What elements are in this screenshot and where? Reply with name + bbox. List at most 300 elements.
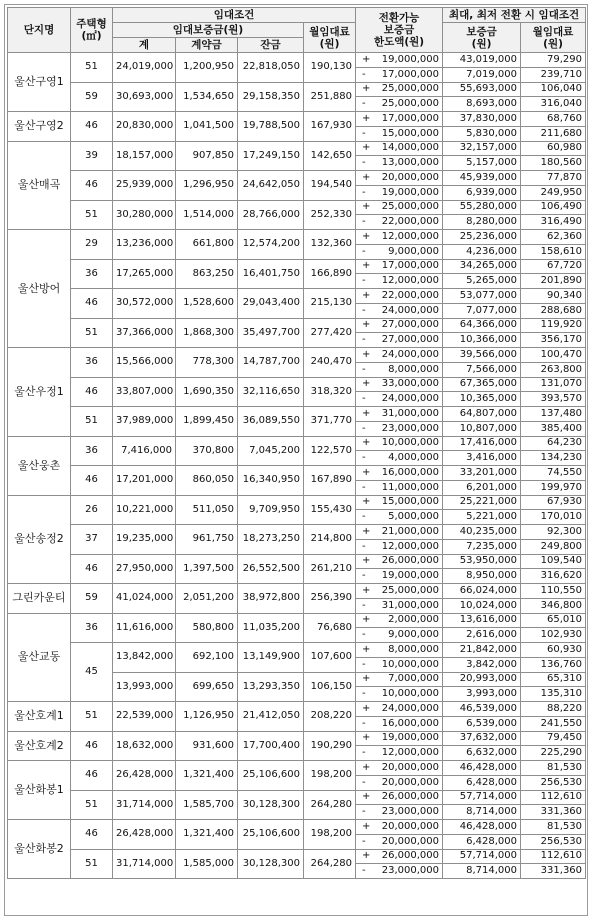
house-size: 46: [71, 112, 113, 142]
deposit-balance: 13,149,900: [238, 643, 304, 673]
complex-name: 울산구영2: [8, 112, 71, 142]
converted-monthly: 239,710: [521, 67, 586, 82]
sign-plus: +: [356, 289, 370, 304]
table-row: [8, 495, 586, 510]
deposit-total: 22,539,000: [113, 702, 176, 732]
table-row: [8, 53, 586, 68]
sign-plus: +: [356, 200, 370, 215]
converted-monthly: 180,560: [521, 156, 586, 171]
converted-monthly: 81,530: [521, 761, 586, 776]
complex-name: 울산매곡: [8, 141, 71, 230]
deposit-total: 10,221,000: [113, 495, 176, 525]
deposit-contract: 1,899,450: [176, 407, 238, 437]
converted-deposit: 5,830,000: [443, 126, 521, 141]
converted-monthly: 112,610: [521, 849, 586, 864]
convertible-limit: 25,000,000: [370, 82, 443, 97]
converted-deposit: 10,366,000: [443, 333, 521, 348]
converted-deposit: 7,077,000: [443, 303, 521, 318]
complex-name: 울산호계1: [8, 702, 71, 732]
header-balance: 잔금: [238, 38, 304, 53]
converted-monthly: 68,760: [521, 112, 586, 127]
deposit-contract: 1,126,950: [176, 702, 238, 732]
converted-monthly: 385,400: [521, 421, 586, 436]
sign-minus: -: [356, 834, 370, 849]
sign-minus: -: [356, 864, 370, 879]
converted-monthly: 256,530: [521, 834, 586, 849]
sign-plus: +: [356, 436, 370, 451]
deposit-balance: 7,045,200: [238, 436, 304, 466]
deposit-contract: 961,750: [176, 525, 238, 555]
converted-deposit: 8,950,000: [443, 569, 521, 584]
converted-monthly: 225,290: [521, 746, 586, 761]
header-total: 계: [113, 38, 176, 53]
complex-name: 울산방어: [8, 230, 71, 348]
monthly-rent: 132,360: [304, 230, 356, 260]
converted-deposit: 37,632,000: [443, 731, 521, 746]
deposit-balance: 32,116,650: [238, 377, 304, 407]
table-row: [8, 230, 586, 245]
deposit-balance: 28,766,000: [238, 200, 304, 230]
deposit-balance: 30,128,300: [238, 790, 304, 820]
house-size: 46: [71, 731, 113, 761]
converted-deposit: 5,265,000: [443, 274, 521, 289]
deposit-total: 26,428,000: [113, 761, 176, 791]
converted-deposit: 64,366,000: [443, 318, 521, 333]
sign-minus: -: [356, 274, 370, 289]
converted-deposit: 7,566,000: [443, 362, 521, 377]
sign-plus: +: [356, 348, 370, 363]
convertible-limit: 9,000,000: [370, 628, 443, 643]
monthly-rent: 215,130: [304, 289, 356, 319]
house-size: 36: [71, 348, 113, 378]
deposit-contract: 699,650: [176, 672, 238, 702]
table-row: [8, 436, 586, 451]
converted-monthly: 346,800: [521, 598, 586, 613]
monthly-rent: 198,200: [304, 820, 356, 850]
sign-minus: -: [356, 716, 370, 731]
convertible-limit: 20,000,000: [370, 834, 443, 849]
converted-deposit: 40,235,000: [443, 525, 521, 540]
deposit-total: 31,714,000: [113, 790, 176, 820]
table-row: [8, 790, 586, 805]
deposit-balance: 24,642,050: [238, 171, 304, 201]
sign-plus: +: [356, 53, 370, 68]
monthly-rent: 166,890: [304, 259, 356, 289]
sign-plus: +: [356, 554, 370, 569]
deposit-total: 13,993,000: [113, 672, 176, 702]
sign-plus: +: [356, 466, 370, 481]
header-contract: 계약금: [176, 38, 238, 53]
deposit-balance: 16,340,950: [238, 466, 304, 496]
house-size: 26: [71, 495, 113, 525]
complex-name: 그린카운티: [8, 584, 71, 614]
sign-plus: +: [356, 584, 370, 599]
table-row: [8, 200, 586, 215]
convertible-limit: 19,000,000: [370, 185, 443, 200]
table-header: [8, 8, 586, 53]
house-size: 51: [71, 53, 113, 83]
converted-monthly: 288,680: [521, 303, 586, 318]
converted-monthly: 112,610: [521, 790, 586, 805]
convertible-limit: 10,000,000: [370, 687, 443, 702]
converted-monthly: 331,360: [521, 864, 586, 879]
converted-deposit: 34,265,000: [443, 259, 521, 274]
monthly-rent: 107,600: [304, 643, 356, 673]
convertible-limit: 20,000,000: [370, 761, 443, 776]
convertible-limit: 24,000,000: [370, 702, 443, 717]
convertible-limit: 12,000,000: [370, 274, 443, 289]
house-size: 51: [71, 407, 113, 437]
monthly-rent: 208,220: [304, 702, 356, 732]
sign-minus: -: [356, 480, 370, 495]
sign-minus: -: [356, 451, 370, 466]
deposit-balance: 9,709,950: [238, 495, 304, 525]
deposit-total: 26,428,000: [113, 820, 176, 850]
convertible-limit: 14,000,000: [370, 141, 443, 156]
deposit-total: 33,807,000: [113, 377, 176, 407]
converted-monthly: 74,550: [521, 466, 586, 481]
converted-monthly: 119,920: [521, 318, 586, 333]
complex-name: 울산송정2: [8, 495, 71, 584]
deposit-contract: 1,585,700: [176, 790, 238, 820]
deposit-total: 13,842,000: [113, 643, 176, 673]
table-row: [8, 613, 586, 628]
convertible-limit: 25,000,000: [370, 97, 443, 112]
house-size: 46: [71, 466, 113, 496]
house-size: 51: [71, 318, 113, 348]
converted-monthly: 109,540: [521, 554, 586, 569]
converted-deposit: 4,236,000: [443, 244, 521, 259]
convertible-limit: 31,000,000: [370, 598, 443, 613]
converted-monthly: 60,980: [521, 141, 586, 156]
sign-minus: -: [356, 569, 370, 584]
deposit-contract: 511,050: [176, 495, 238, 525]
sign-plus: +: [356, 731, 370, 746]
convertible-limit: 24,000,000: [370, 348, 443, 363]
header-deposit: 임대보증금(원): [113, 23, 304, 38]
rent-conditions-table: [7, 7, 586, 879]
sign-minus: -: [356, 126, 370, 141]
convertible-limit: 10,000,000: [370, 657, 443, 672]
deposit-contract: 1,534,650: [176, 82, 238, 112]
sign-plus: +: [356, 259, 370, 274]
sign-plus: +: [356, 141, 370, 156]
converted-deposit: 53,950,000: [443, 554, 521, 569]
converted-monthly: 131,070: [521, 377, 586, 392]
sign-minus: -: [356, 775, 370, 790]
convertible-limit: 12,000,000: [370, 230, 443, 245]
deposit-total: 31,714,000: [113, 849, 176, 879]
deposit-total: 30,280,000: [113, 200, 176, 230]
convertible-limit: 26,000,000: [370, 849, 443, 864]
converted-deposit: 10,807,000: [443, 421, 521, 436]
monthly-rent: 251,880: [304, 82, 356, 112]
converted-monthly: 199,970: [521, 480, 586, 495]
convertible-limit: 9,000,000: [370, 244, 443, 259]
converted-monthly: 102,930: [521, 628, 586, 643]
deposit-balance: 18,273,250: [238, 525, 304, 555]
converted-monthly: 356,170: [521, 333, 586, 348]
deposit-total: 41,024,000: [113, 584, 176, 614]
converted-monthly: 201,890: [521, 274, 586, 289]
deposit-total: 37,366,000: [113, 318, 176, 348]
convertible-limit: 13,000,000: [370, 156, 443, 171]
deposit-contract: 1,868,300: [176, 318, 238, 348]
table-row: [8, 289, 586, 304]
table-row: [8, 318, 586, 333]
convertible-limit: 22,000,000: [370, 289, 443, 304]
deposit-balance: 29,158,350: [238, 82, 304, 112]
convertible-limit: 19,000,000: [370, 53, 443, 68]
house-size: 46: [71, 554, 113, 584]
header-monthly-rent: 월임대료 (원): [304, 23, 356, 53]
converted-deposit: 10,024,000: [443, 598, 521, 613]
deposit-balance: 35,497,700: [238, 318, 304, 348]
convertible-limit: 31,000,000: [370, 407, 443, 422]
converted-deposit: 32,157,000: [443, 141, 521, 156]
complex-name: 울산우정1: [8, 348, 71, 437]
converted-deposit: 6,428,000: [443, 834, 521, 849]
converted-deposit: 57,714,000: [443, 790, 521, 805]
sign-minus: -: [356, 598, 370, 613]
header-convertible-limit: 전환가능 보증금 한도액(원): [356, 8, 443, 53]
converted-monthly: 100,470: [521, 348, 586, 363]
deposit-balance: 19,788,500: [238, 112, 304, 142]
converted-deposit: 57,714,000: [443, 849, 521, 864]
converted-monthly: 110,550: [521, 584, 586, 599]
sign-plus: +: [356, 761, 370, 776]
converted-deposit: 25,221,000: [443, 495, 521, 510]
table-row: [8, 731, 586, 746]
table-row: [8, 141, 586, 156]
table-row: [8, 820, 586, 835]
deposit-total: 37,989,000: [113, 407, 176, 437]
table-row: [8, 702, 586, 717]
deposit-balance: 17,700,400: [238, 731, 304, 761]
monthly-rent: 264,280: [304, 790, 356, 820]
convertible-limit: 22,000,000: [370, 215, 443, 230]
deposit-balance: 13,293,350: [238, 672, 304, 702]
converted-deposit: 46,428,000: [443, 761, 521, 776]
deposit-contract: 370,800: [176, 436, 238, 466]
deposit-contract: 1,321,400: [176, 820, 238, 850]
sign-minus: -: [356, 746, 370, 761]
converted-monthly: 81,530: [521, 820, 586, 835]
converted-monthly: 67,720: [521, 259, 586, 274]
converted-deposit: 10,365,000: [443, 392, 521, 407]
monthly-rent: 76,680: [304, 613, 356, 643]
deposit-contract: 1,041,500: [176, 112, 238, 142]
table-row: [8, 82, 586, 97]
deposit-total: 17,265,000: [113, 259, 176, 289]
sign-plus: +: [356, 377, 370, 392]
convertible-limit: 23,000,000: [370, 864, 443, 879]
deposit-total: 24,019,000: [113, 53, 176, 83]
converted-deposit: 3,842,000: [443, 657, 521, 672]
convertible-limit: 19,000,000: [370, 569, 443, 584]
convertible-limit: 25,000,000: [370, 584, 443, 599]
deposit-contract: 907,850: [176, 141, 238, 171]
convertible-limit: 21,000,000: [370, 525, 443, 540]
deposit-balance: 38,972,800: [238, 584, 304, 614]
converted-monthly: 256,530: [521, 775, 586, 790]
converted-deposit: 43,019,000: [443, 53, 521, 68]
converted-deposit: 45,939,000: [443, 171, 521, 186]
convertible-limit: 27,000,000: [370, 318, 443, 333]
convertible-limit: 27,000,000: [370, 333, 443, 348]
converted-monthly: 106,490: [521, 200, 586, 215]
converted-monthly: 136,760: [521, 657, 586, 672]
convertible-limit: 25,000,000: [370, 200, 443, 215]
deposit-total: 18,632,000: [113, 731, 176, 761]
converted-deposit: 3,416,000: [443, 451, 521, 466]
table-row: [8, 407, 586, 422]
sign-minus: -: [356, 805, 370, 820]
convertible-limit: 24,000,000: [370, 392, 443, 407]
sign-minus: -: [356, 215, 370, 230]
table-body: [8, 53, 586, 879]
monthly-rent: 240,470: [304, 348, 356, 378]
deposit-contract: 661,800: [176, 230, 238, 260]
sign-plus: +: [356, 790, 370, 805]
converted-monthly: 393,570: [521, 392, 586, 407]
converted-monthly: 90,340: [521, 289, 586, 304]
sign-plus: +: [356, 820, 370, 835]
sign-plus: +: [356, 702, 370, 717]
monthly-rent: 214,800: [304, 525, 356, 555]
sign-plus: +: [356, 613, 370, 628]
header-complex: 단지명: [8, 8, 71, 53]
sign-minus: -: [356, 333, 370, 348]
house-size: 51: [71, 200, 113, 230]
deposit-balance: 12,574,200: [238, 230, 304, 260]
deposit-contract: 692,100: [176, 643, 238, 673]
converted-monthly: 92,300: [521, 525, 586, 540]
deposit-total: 25,939,000: [113, 171, 176, 201]
table-row: [8, 849, 586, 864]
converted-deposit: 33,201,000: [443, 466, 521, 481]
header-house-type: 주택형 (㎡): [71, 8, 113, 53]
convertible-limit: 4,000,000: [370, 451, 443, 466]
deposit-contract: 580,800: [176, 613, 238, 643]
converted-monthly: 62,360: [521, 230, 586, 245]
convertible-limit: 17,000,000: [370, 112, 443, 127]
sign-minus: -: [356, 97, 370, 112]
converted-deposit: 6,428,000: [443, 775, 521, 790]
deposit-balance: 22,818,050: [238, 53, 304, 83]
converted-deposit: 39,566,000: [443, 348, 521, 363]
sign-minus: -: [356, 244, 370, 259]
deposit-balance: 11,035,200: [238, 613, 304, 643]
converted-deposit: 6,632,000: [443, 746, 521, 761]
sign-plus: +: [356, 82, 370, 97]
deposit-total: 20,830,000: [113, 112, 176, 142]
deposit-contract: 1,690,350: [176, 377, 238, 407]
converted-monthly: 249,800: [521, 539, 586, 554]
deposit-total: 15,566,000: [113, 348, 176, 378]
convertible-limit: 15,000,000: [370, 495, 443, 510]
complex-name: 울산호계2: [8, 731, 71, 761]
deposit-contract: 1,514,000: [176, 200, 238, 230]
monthly-rent: 155,430: [304, 495, 356, 525]
sign-minus: -: [356, 657, 370, 672]
sign-minus: -: [356, 687, 370, 702]
deposit-contract: 1,321,400: [176, 761, 238, 791]
monthly-rent: 371,770: [304, 407, 356, 437]
convertible-limit: 8,000,000: [370, 362, 443, 377]
sign-minus: -: [356, 510, 370, 525]
complex-name: 울산웅촌: [8, 436, 71, 495]
converted-deposit: 46,539,000: [443, 702, 521, 717]
convertible-limit: 10,000,000: [370, 436, 443, 451]
sign-minus: -: [356, 539, 370, 554]
converted-monthly: 67,930: [521, 495, 586, 510]
deposit-total: 11,616,000: [113, 613, 176, 643]
house-size: 45: [71, 643, 113, 702]
converted-deposit: 13,616,000: [443, 613, 521, 628]
monthly-rent: 167,930: [304, 112, 356, 142]
sign-plus: +: [356, 643, 370, 658]
house-size: 29: [71, 230, 113, 260]
table-row: [8, 643, 586, 658]
monthly-rent: 277,420: [304, 318, 356, 348]
converted-deposit: 8,714,000: [443, 805, 521, 820]
sign-minus: -: [356, 67, 370, 82]
header-conv-deposit: 보증금 (원): [443, 23, 521, 53]
monthly-rent: 264,280: [304, 849, 356, 879]
monthly-rent: 142,650: [304, 141, 356, 171]
house-size: 46: [71, 377, 113, 407]
table-row: [8, 377, 586, 392]
converted-monthly: 135,310: [521, 687, 586, 702]
deposit-balance: 14,787,700: [238, 348, 304, 378]
house-size: 46: [71, 171, 113, 201]
deposit-balance: 30,128,300: [238, 849, 304, 879]
house-size: 46: [71, 761, 113, 791]
deposit-contract: 1,296,950: [176, 171, 238, 201]
convertible-limit: 16,000,000: [370, 466, 443, 481]
deposit-total: 7,416,000: [113, 436, 176, 466]
convertible-limit: 20,000,000: [370, 775, 443, 790]
deposit-balance: 25,106,600: [238, 761, 304, 791]
sign-plus: +: [356, 495, 370, 510]
house-size: 51: [71, 790, 113, 820]
converted-monthly: 249,950: [521, 185, 586, 200]
monthly-rent: 190,290: [304, 731, 356, 761]
converted-monthly: 241,550: [521, 716, 586, 731]
table-row: [8, 554, 586, 569]
converted-monthly: 88,220: [521, 702, 586, 717]
converted-monthly: 65,310: [521, 672, 586, 687]
converted-deposit: 8,280,000: [443, 215, 521, 230]
house-size: 36: [71, 613, 113, 643]
converted-deposit: 6,539,000: [443, 716, 521, 731]
convertible-limit: 8,000,000: [370, 643, 443, 658]
sign-minus: -: [356, 303, 370, 318]
converted-deposit: 20,993,000: [443, 672, 521, 687]
converted-monthly: 331,360: [521, 805, 586, 820]
deposit-balance: 17,249,150: [238, 141, 304, 171]
table-row: [8, 112, 586, 127]
convertible-limit: 12,000,000: [370, 746, 443, 761]
convertible-limit: 23,000,000: [370, 421, 443, 436]
converted-deposit: 5,221,000: [443, 510, 521, 525]
convertible-limit: 15,000,000: [370, 126, 443, 141]
deposit-balance: 25,106,600: [238, 820, 304, 850]
convertible-limit: 20,000,000: [370, 171, 443, 186]
deposit-contract: 1,200,950: [176, 53, 238, 83]
house-size: 46: [71, 289, 113, 319]
